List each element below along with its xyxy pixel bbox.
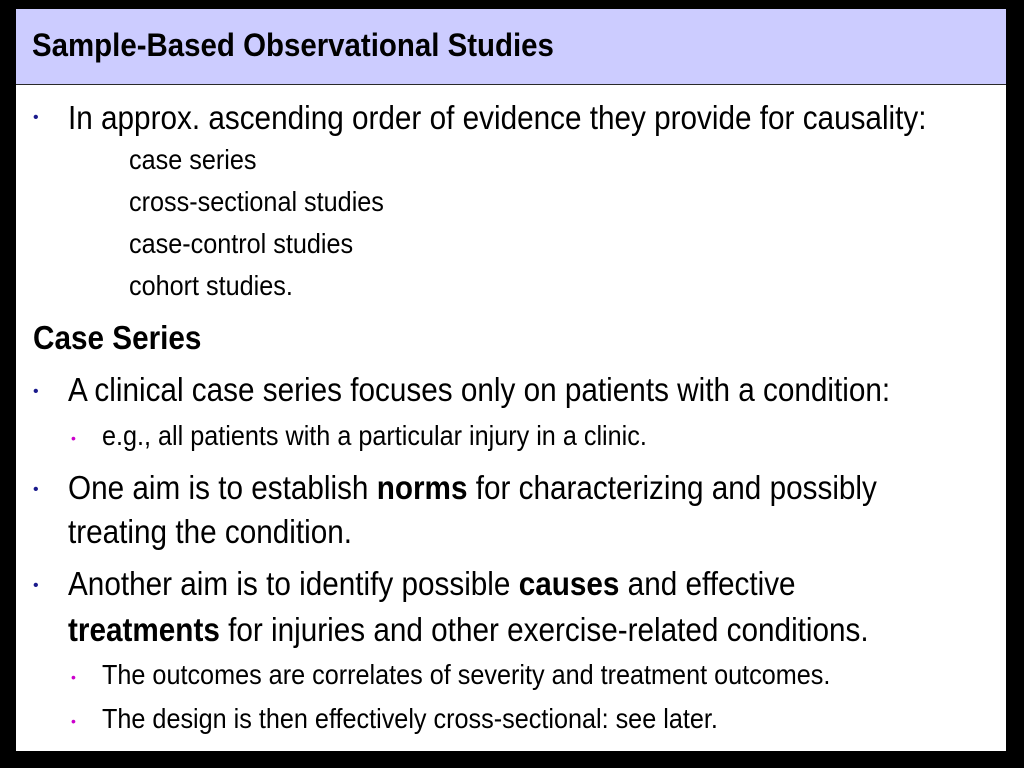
point2-bold: norms [376, 469, 468, 506]
point3-sub1: The outcomes are correlates of severity and treatment outcomes. [102, 659, 831, 690]
point3-bold2: treatments [68, 611, 220, 648]
section-heading: Case Series [33, 319, 202, 356]
point3-line1 [68, 565, 796, 603]
study-type-item: case-control studies [129, 228, 354, 259]
point3-bold1: causes [518, 565, 620, 602]
intro-text: In approx. ascending order of evidence they provide for causality: [68, 99, 927, 136]
bullet-icon: • [33, 577, 39, 594]
slide-title: Sample-Based Observational Studies [32, 27, 554, 63]
point3-before: Another aim is to identify possible [68, 565, 519, 602]
sub-bullet-icon: • [71, 430, 76, 446]
point1-sub: e.g., all patients with a particular injury in a clinic. [102, 420, 647, 451]
point2-before: One aim is to establish [68, 469, 377, 506]
bullet-icon: • [33, 383, 39, 400]
point1-text: A clinical case series focuses only on patients with a condition: [68, 371, 891, 408]
sub-bullet-icon: • [71, 713, 76, 729]
point3-sub2: The design is then effectively cross-sectional: see later. [102, 703, 718, 734]
point2-line2: treating the condition. [68, 513, 352, 550]
sub-bullet-icon: • [71, 669, 76, 685]
point3-after1: and effective [619, 565, 796, 602]
study-type-item: cross-sectional studies [129, 186, 384, 217]
point3-after2: for injuries and other exercise-related conditions. [219, 611, 869, 648]
slide [16, 9, 1006, 751]
bullet-icon: • [33, 109, 39, 126]
title-bar [16, 9, 1006, 85]
bullet-icon: • [33, 481, 39, 498]
study-type-item: case series [129, 144, 257, 175]
point2-after: for characterizing and possibly [467, 469, 877, 506]
point3-line2 [68, 611, 869, 649]
point2-line1 [68, 469, 877, 507]
study-type-item: cohort studies. [129, 270, 293, 301]
